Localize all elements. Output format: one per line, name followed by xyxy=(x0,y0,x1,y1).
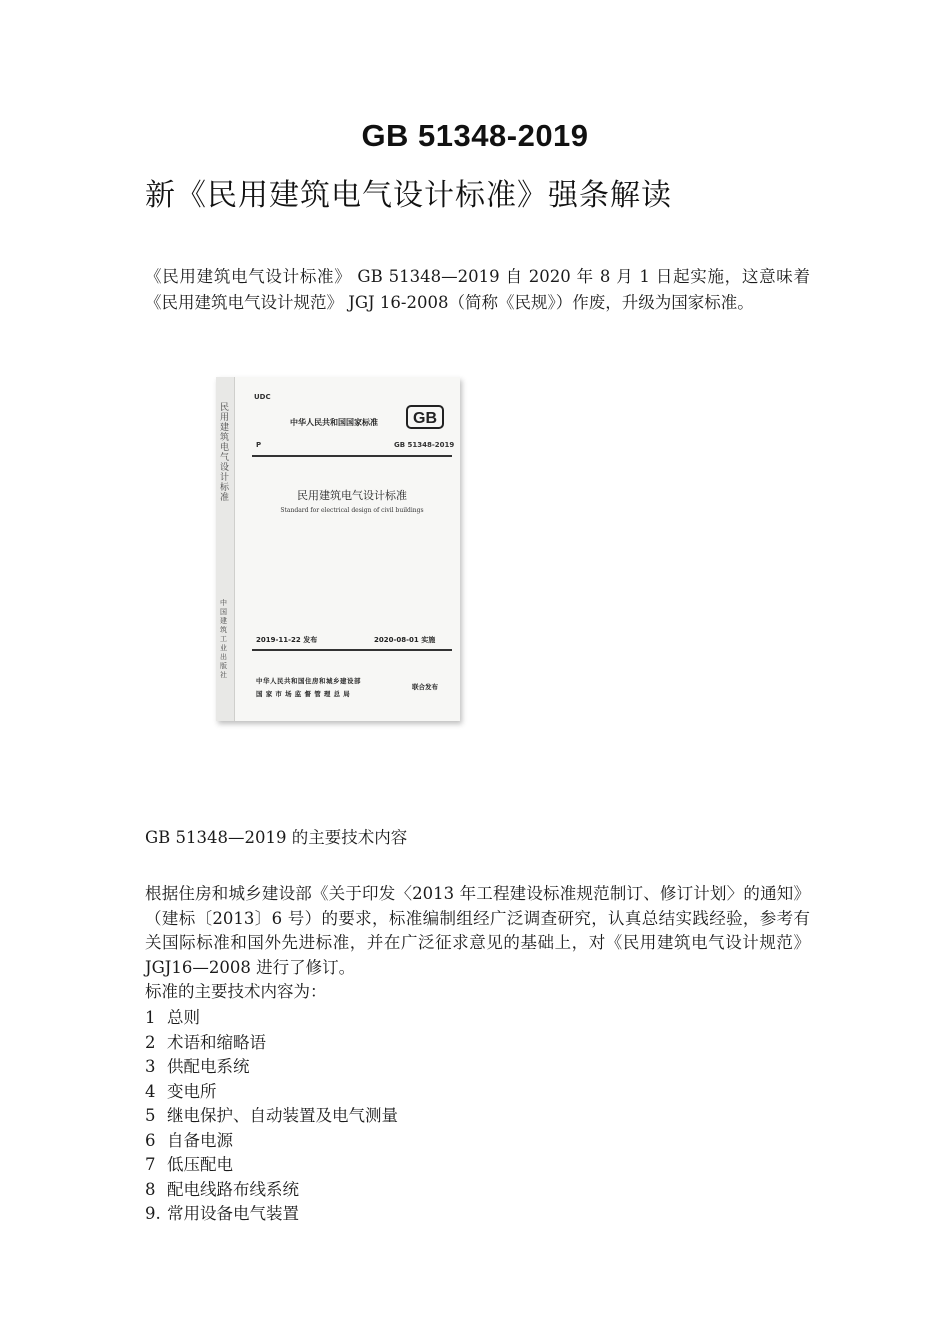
list-item xyxy=(145,1080,398,1105)
section-body xyxy=(145,882,810,1005)
list-item-number: 8 xyxy=(145,1179,156,1199)
list-item-label: 变电所 xyxy=(167,1081,217,1101)
cover-issue-date: 2019-11-22 发布 xyxy=(256,636,318,644)
list-item-number: 3 xyxy=(145,1057,156,1076)
list-item xyxy=(145,1055,398,1080)
list-item xyxy=(145,1006,398,1031)
list-item xyxy=(145,1129,398,1154)
list-item-label: 供配电系统 xyxy=(167,1057,250,1076)
gb-logo-icon xyxy=(406,405,444,429)
list-item-number: 2 xyxy=(145,1032,156,1052)
cover-rule-top xyxy=(252,455,452,457)
list-item-number: 5 xyxy=(145,1106,156,1125)
list-intro: 标准的主要技术内容为： xyxy=(145,982,327,1001)
cover-title-en: Standard for electrical design of civil buildings xyxy=(280,507,424,514)
list-item-label: 术语和缩略语 xyxy=(167,1032,266,1052)
intro-paragraph xyxy=(145,264,810,316)
cover-issuer-2: 国家市场监督管理总局 xyxy=(256,690,353,698)
list-item xyxy=(145,1202,398,1227)
cover-issuer-1: 中华人民共和国住房和城乡建设部 xyxy=(256,677,361,685)
list-item-label: 总则 xyxy=(167,1008,200,1027)
cover-category: P xyxy=(256,441,262,449)
list-item xyxy=(145,1153,398,1178)
cover-joint-release: 联合发布 xyxy=(412,683,438,691)
list-item-number: 9. xyxy=(145,1204,161,1223)
gb-logo-text: GB xyxy=(413,410,437,427)
document-code: GB 51348-2019 xyxy=(361,118,589,153)
list-item-label: 配电线路布线系统 xyxy=(167,1179,299,1199)
list-item xyxy=(145,1178,398,1203)
list-item-number: 6 xyxy=(145,1130,156,1150)
spine-publisher: 中国建筑工业出版社 xyxy=(220,599,227,679)
list-item-number: 4 xyxy=(145,1081,156,1101)
cover-udc: UDC xyxy=(254,393,271,401)
cover-code: GB 51348-2019 xyxy=(394,441,455,449)
list-item-label: 常用设备电气装置 xyxy=(167,1204,299,1223)
cover-title-cn: 民用建筑电气设计标准 xyxy=(297,489,407,502)
section-paragraph: 根据住房和城乡建设部《关于印发〈2013 年工程建设标准规范制订、修订计划〉的通知》（建标〔2013〕6 号）的要求，标准编制组经广泛调查研究，认真总结实践经验，参考有关国际标准和国外先进标准，并在广泛征求意见的基础上，对《民用建筑电气设计规范》 JGJ16—2008 进行了修订。 xyxy=(145,884,810,977)
book-cover-image xyxy=(216,377,460,721)
intro-text: 《民用建筑电气设计标准》 GB 51348—2019 自 2020 年 8 月 1 日起实施，这意味着《民用建筑电气设计规范》 JGJ 16-2008（简称《民规》）作废，升级为国家标准。 xyxy=(145,267,810,312)
list-item-number: 1 xyxy=(145,1008,156,1027)
list-item-label: 继电保护、自动装置及电气测量 xyxy=(167,1106,398,1125)
cover-rule-bottom xyxy=(252,649,452,651)
spine-title: 民用建筑电气设计标准 xyxy=(220,403,230,503)
document-title: 新《民用建筑电气设计标准》强条解读 xyxy=(145,178,672,213)
cover-national-standard: 中华人民共和国国家标准 xyxy=(290,418,378,427)
list-item-label: 低压配电 xyxy=(167,1155,233,1174)
cover-spine xyxy=(216,377,235,721)
cover-implement-date: 2020-08-01 实施 xyxy=(374,636,436,644)
section-title: GB 51348—2019 的主要技术内容 xyxy=(145,828,408,847)
list-item-number: 7 xyxy=(145,1155,156,1174)
list-item xyxy=(145,1104,398,1129)
list-item-label: 自备电源 xyxy=(167,1130,233,1150)
contents-list xyxy=(145,1006,398,1227)
list-item xyxy=(145,1031,398,1056)
